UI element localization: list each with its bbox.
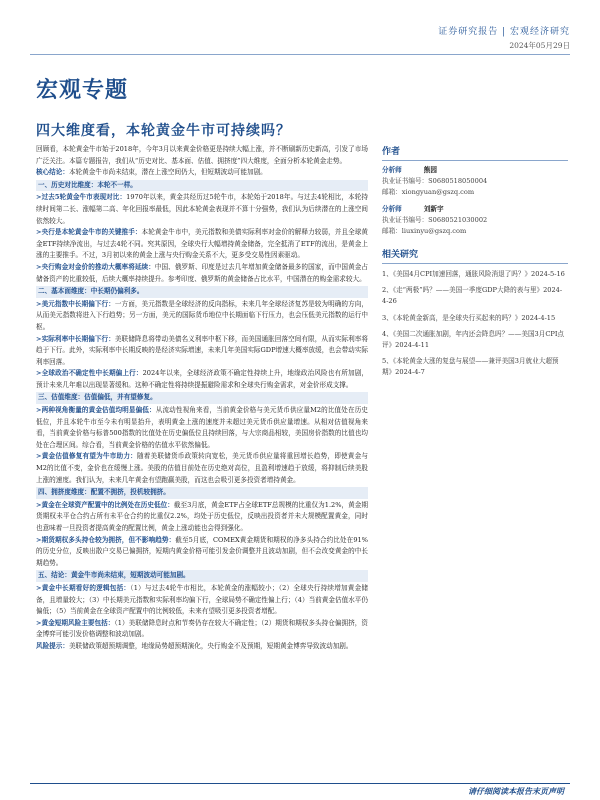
- paragraph-text: 本轮黄金牛市尚未结束，潜在上涨空间仍大，但短期波动可能加剧。: [68, 168, 267, 177]
- paragraph-lead: >央行购金对金价的推动大概率将延续：: [36, 262, 155, 271]
- body-paragraph: [36, 618, 368, 641]
- paragraph-text: 从流动性视角来看，当前黄金价格与美元货币供应量M2的比值处在历史低位，并且本轮牛市至今未有明显抬升，表明黄金上涨的速度并未超过美元货币供应量增速。从相对估值视角来看，当前黄金价格与标普500指数的比值处在历史偏低位且持续回落，与大宗商品相较，美国房价指数的比值也均处在合理区间。综合看，当前黄金价格的估值水平依然偏低。: [36, 406, 368, 449]
- body-paragraph: [36, 500, 368, 535]
- paragraph-lead: 核心结论：: [36, 168, 69, 177]
- paragraph-lead: >黄金估值修复有望为牛市助力：: [36, 452, 137, 461]
- sidebar: [382, 144, 568, 784]
- body-paragraph: [36, 334, 368, 369]
- paragraph-text: 一方面，美元指数是全球经济的反向指标，未来几年全球经济复苏是较为明确的方向，从而美元指数将进入下行趋势；另一方面，美元的国际货币地位中长期面临下行压力，也会压低美元指数的运行中枢。: [36, 299, 368, 331]
- related-research-item[interactable]: 2、《走“两极”吗？——美国一季度GDP大降的表与里》2024-4-26: [382, 286, 563, 306]
- paragraph-text: 中国、俄罗斯、印度是过去几年增加黄金储备最多的国家，而中国黄金占储备资产的比重较低，后续大概率持续提升。参考印度、俄罗斯的黄金储备占比水平，中国潜在的购金需求较大。: [36, 262, 368, 283]
- section-heading: 四、拥挤度维度：配置不拥挤，投机较拥挤。: [36, 487, 368, 499]
- body-paragraph: [36, 583, 368, 618]
- section-heading: 三、估值维度：估值偏低，并有望修复。: [36, 392, 368, 404]
- body-paragraph: [36, 368, 368, 391]
- analyst-name-line: [382, 165, 568, 176]
- paragraph-lead: >美元指数中长期偏下行：: [36, 299, 115, 308]
- paragraph-lead: >期货期权多头持仓较为拥挤，但不影响趋势：: [36, 535, 176, 544]
- report-title: 宏观专题: [36, 77, 129, 103]
- paragraph-text: 截至5月底，COMEX黄金期货和期权的净多头持合约比处在91%的历史分位，反映出散户交易已偏拥挤，短期内黄金价格可能引发金价调整并且波动加剧，但不会改变黄金的中长期趋势。: [36, 535, 368, 567]
- report-header: [0, 0, 600, 52]
- paragraph-text: 随着美联储货币政策转向宽松，美元货币供应量将重回增长趋势，即使黄金与M2的比值不变，金价也在缓慢上涨。美股的估值目前处在历史绝对高位，且盈利增速趋于放缓，将抑制后续美股上涨的速度。我们认为，未来几年黄金有望跑赢美股，而这也会吸引更多投资者增持黄金。: [36, 452, 368, 484]
- authors-heading: 作者: [382, 144, 568, 161]
- body-paragraph: [36, 451, 368, 486]
- related-research-item[interactable]: 4、《美国二次通胀加剧，年内还会降息吗？——美国3月CPI点评》2024-4-11: [382, 329, 565, 350]
- paragraph-text: （1）美联储降息时点和节奏仍存在较大不确定性；（2）期货和期权多头持仓偏拥挤，资金博弈可能引发价格调整和波动加剧。: [36, 618, 368, 639]
- paragraph-lead: >过去5轮黄金牛市表现对比：: [36, 193, 127, 202]
- analyst-name-line: [382, 204, 568, 215]
- analyst-name: 熊园: [423, 166, 437, 174]
- report-type-label: 证券研究报告 | 宏观经济研究: [438, 27, 570, 37]
- related-research-item[interactable]: 3、《本轮黄金新高，是全球央行买起来的吗？》2024-4-15: [382, 313, 556, 322]
- report-subtitle: 四大维度看，本轮黄金牛市可持续吗？: [36, 123, 291, 139]
- body-paragraph: [36, 299, 368, 334]
- header-divider: [30, 54, 570, 55]
- paragraph-text: 美联储降息将带动美债名义利率中枢下移，而美国通胀回落空间有限，从而实际利率将趋于下行。此外，实际利率中长期反映的是经济实际增速，未来几年美国实际GDP增速大概率放缓，也会带动实际利率回落。: [36, 334, 368, 366]
- paragraph-text: （1）与过去4轮牛市相比，本轮黄金的涨幅较小；（2）全球央行持续增加黄金储备，且增量较大；（3）中长期美元指数和实际利率均偏下行，全球局势不确定性偏上行；（4）当前黄金估值水平仍偏低；（5）当前黄金在全球资产配置中的比例较低，未来有望吸引更多投资者增配。: [36, 583, 368, 616]
- paragraph-lead: >全球政治不确定性中长期偏上行：: [36, 369, 143, 378]
- body-paragraph: [36, 262, 368, 285]
- related-research-item[interactable]: 1、《美国4月CPI加速回落，通胀风险消退了吗？》2024-5-16: [382, 270, 565, 278]
- analyst-role: 分析师: [382, 166, 402, 174]
- related-research-item[interactable]: 5、《本轮黄金大涨的复盘与展望——兼评美国3月就业大超预期》2024-4-7: [382, 357, 559, 377]
- body-paragraph: [36, 641, 368, 653]
- paragraph-text: 本轮黄金牛市中，美元指数和美债实际利率对金价的解释力较弱，并且全球黄金ETF持续净流出，与过去4轮不同。究其原因，全球央行大幅增持黄金储备，完全抵消了ETF的流出，是黄金上涨的主要推手。不过，3月初以来的黄金上涨与央行购金关系不大，更多受交易性因素驱动。: [36, 228, 368, 260]
- analyst-role: 分析师: [382, 205, 402, 213]
- report-body: [36, 144, 368, 774]
- footer-divider: [30, 783, 570, 784]
- paragraph-lead: >黄金中长期看好的逻辑包括：: [36, 583, 131, 592]
- paragraph-text: 1970年以来，黄金共经历过5轮牛市，本轮始于2018年。与过去4轮相比，本轮持续时间第二长、涨幅第二高、年化回报率最低，因此本轮黄金表现并不算十分强势，我们认为后续潜在的上涨空间依然较大。: [36, 193, 368, 225]
- body-paragraph: [36, 405, 368, 451]
- analyst-name: 刘新宇: [423, 205, 444, 213]
- body-paragraph: [36, 192, 368, 227]
- paragraph-lead: 风险提示：: [36, 641, 69, 650]
- analyst-card: [382, 204, 568, 237]
- section-heading: 一、历史对比维度：本轮不一样。: [36, 180, 368, 192]
- paragraph-text: 2024年以来，全球经济政策不确定性持续上升，地缘政治风险也有所加剧，预计未来几年难以出现显著缓和。这种不确定性将持续提振避险需求和全球央行购金需求，对金价形成支撑。: [36, 369, 368, 389]
- body-paragraph: [36, 535, 368, 570]
- paragraph-lead: >实际利率中长期偏下行：: [36, 334, 115, 343]
- analyst-card: [382, 165, 568, 198]
- related-research-heading: 相关研究: [382, 247, 568, 264]
- paragraph-lead: >黄金在全球资产配置中的比例处在历史低位：: [36, 500, 174, 509]
- paragraph-lead: >两种视角衡量的黄金估值均明显偏低：: [36, 406, 156, 415]
- report-date: 2024年05月29日: [509, 41, 570, 50]
- analyst-cert: 执业证书编号：S0680521030002: [382, 216, 488, 224]
- paragraph-lead: >央行是本轮黄金牛市的关键推手：: [36, 228, 142, 237]
- paragraph-text: 美联储政策超预期调整，地缘局势超预期演化，央行购金不及预期，短期黄金博弈导致波动加剧。: [68, 641, 353, 650]
- analyst-email[interactable]: 邮箱：liuxinyu@gszq.com: [382, 227, 467, 235]
- analyst-cert: 执业证书编号：S0680518050004: [382, 177, 488, 185]
- footer-disclaimer: 请仔细阅读本报告末页声明: [468, 786, 564, 796]
- paragraph-lead: >黄金短期风险主要包括：: [36, 618, 115, 627]
- body-paragraph: [36, 227, 368, 262]
- section-heading: 二、基本面维度：中长期仍偏利多。: [36, 286, 368, 298]
- body-paragraph: [36, 167, 368, 179]
- analyst-email[interactable]: 邮箱：xiongyuan@gszq.com: [382, 188, 475, 196]
- section-heading: 五、结论：黄金牛市尚未结束，短期波动可能加剧。: [36, 570, 368, 582]
- body-paragraph: 回顾看，本轮黄金牛市始于2018年，今年3月以来黄金价格更是持续大幅上涨，并不断刷新历史新高，引发了市场广泛关注。本篇专题报告，我们从“历史对比、基本面、估值、拥挤度”四大维度，全面分析本轮黄金走势。: [36, 145, 368, 165]
- paragraph-text: 截至3月底，黄金ETF占全球ETF总规模的比重仅为1.2%，黄金期货期权未平仓合约占所有未平仓合约的比重仅2.2%，均处于历史低位，反映出投资者并未大规模配置黄金，同时也意味着一旦投资者提高黄金的配置比例，黄金上涨动能也会得到强化。: [36, 500, 368, 532]
